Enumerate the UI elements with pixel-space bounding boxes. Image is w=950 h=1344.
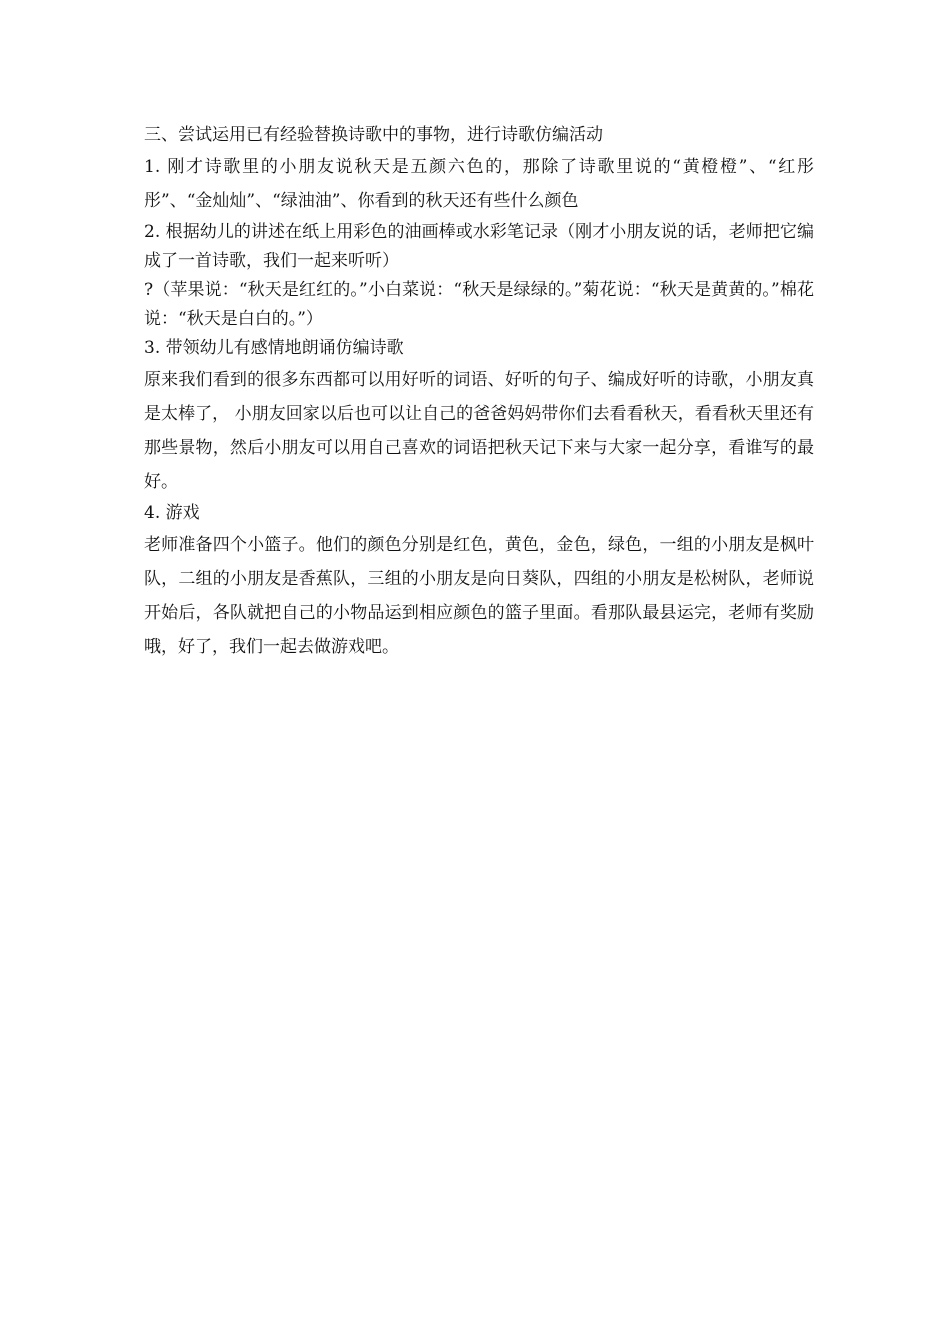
step-3-paragraph: 原来我们看到的很多东西都可以用好听的词语、好听的句子、编成好听的诗歌，小朋友真是太棒了， 小朋友回家以后也可以让自己的爸爸妈妈带你们去看看秋天，看看秋天里还有那些景物，然后小朋友可以用自己喜欢的词语把秋天记下来与大家一起分享，看谁写的最好。 xyxy=(144,370,814,492)
step-4-heading: 4. 游戏 xyxy=(144,503,200,523)
step-3-heading: 3. 带领幼儿有感情地朗诵仿编诗歌 xyxy=(144,338,404,358)
step-2-paragraph: 2. 根据幼儿的讲述在纸上用彩色的油画棒或水彩笔记录（刚才小朋友说的话，老师把它编成了一首诗歌，我们一起来听听） xyxy=(144,222,814,271)
section-heading: 三、尝试运用已有经验替换诗歌中的事物，进行诗歌仿编活动 xyxy=(144,125,603,145)
document-body xyxy=(144,121,814,664)
step-4-paragraph: 老师准备四个小篮子。他们的颜色分别是红色，黄色，金色，绿色，一组的小朋友是枫叶队，二组的小朋友是香蕉队，三组的小朋友是向日葵队，四组的小朋友是松树队，老师说开始后，各队就把自己的小物品运到相应颜色的篮子里面。看那队最县运完，老师有奖励哦，好了，我们一起去做游戏吧。 xyxy=(144,535,814,657)
poem-paragraph: ?（苹果说：“秋天是红红的。”小白菜说：“秋天是绿绿的。”菊花说：“秋天是黄黄的。”棉花说：“秋天是白白的。”） xyxy=(144,280,814,329)
step-1-paragraph: 1. 刚才诗歌里的小朋友说秋天是五颜六色的，那除了诗歌里说的“黄橙橙”、“红彤彤”、“金灿灿”、“绿油油”、你看到的秋天还有些什么颜色 xyxy=(144,157,814,211)
